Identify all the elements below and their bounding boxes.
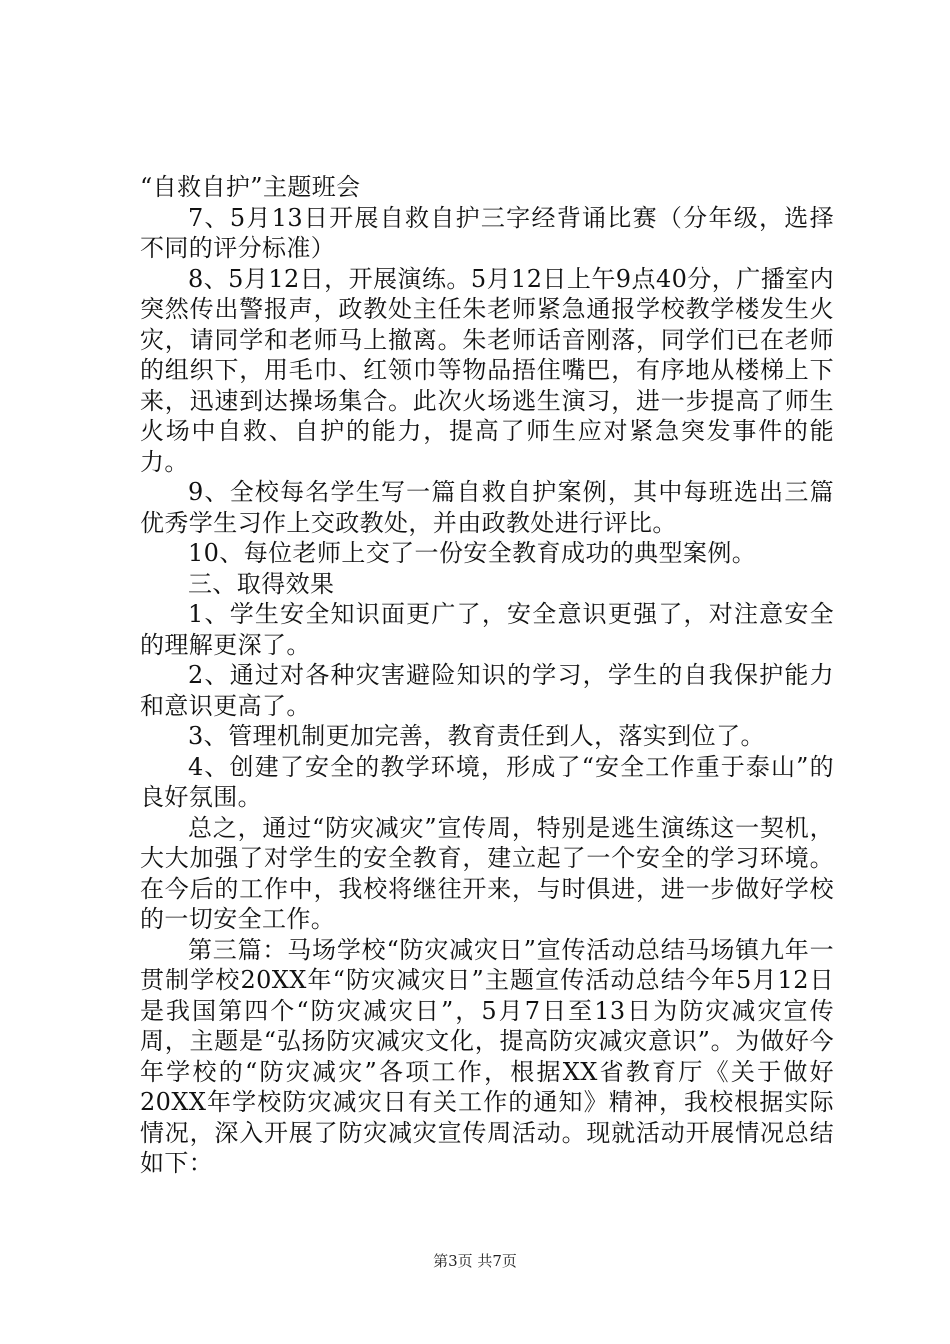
- paragraph-third-article: 第三篇：马场学校“防灾减灾日”宣传活动总结马场镇九年一贯制学校20XX年“防灾减灾日”主题宣传活动总结今年5月12日是我国第四个“防灾减灾日”，5月7日至13日为防灾减灾宣传周，主题是“弘扬防灾减灾文化，提高防灾减灾意识”。为做好今年学校的“防灾减灾”各项工作，根据XX省教育厅《关于做好20XX年学校防灾减灾日有关工作的通知》精神，我校根据实际情况，深入开展了防灾减灾宣传周活动。现就活动开展情况总结如下：: [140, 935, 834, 1177]
- document-body: [140, 172, 834, 1179]
- section-heading-results: 三、取得效果: [188, 569, 335, 598]
- paragraph-theme-meeting: “自救自护”主题班会: [140, 173, 361, 201]
- paragraph-item-9: 9、全校每名学生写一篇自救自护案例，其中每班选出三篇优秀学生习作上交政教处，并由政教处进行评比。: [140, 478, 834, 537]
- paragraph-item-7: 7、5月13日开展自救自护三字经背诵比赛（分年级，选择不同的评分标准）: [140, 203, 834, 262]
- page-number-footer: 第3页 共7页: [433, 1252, 517, 1270]
- paragraph-item-10: 10、每位老师上交了一份安全教育成功的典型案例。: [188, 539, 757, 567]
- paragraph-conclusion: 总之，通过“防灾减灾”宣传周，特别是逃生演练这一契机，大大加强了对学生的安全教育，建立起了一个安全的学习环境。在今后的工作中，我校将继往开来，与时俱进，进一步做好学校的一切安全工作。: [140, 813, 834, 933]
- paragraph-result-2: 2、通过对各种灾害避险知识的学习，学生的自我保护能力和意识更高了。: [140, 661, 834, 720]
- paragraph-result-4: 4、创建了安全的教学环境，形成了“安全工作重于泰山”的良好氛围。: [140, 752, 834, 811]
- paragraph-result-3: 3、管理机制更加完善，教育责任到人，落实到位了。: [188, 722, 765, 750]
- paragraph-item-8: 8、5月12日，开展演练。5月12日上午9点40分，广播室内突然传出警报声，政教处主任朱老师紧急通报学校教学楼发生火灾，请同学和老师马上撤离。朱老师话音刚落，同学们已在老师的组织下，用毛巾、红领巾等物品捂住嘴巴，有序地从楼梯上下来，迅速到达操场集合。此次火场逃生演习，进一步提高了师生火场中自救、自护的能力，提高了师生应对紧急突发事件的能力。: [140, 264, 834, 476]
- paragraph-result-1: 1、学生安全知识面更广了，安全意识更强了，对注意安全的理解更深了。: [140, 600, 834, 659]
